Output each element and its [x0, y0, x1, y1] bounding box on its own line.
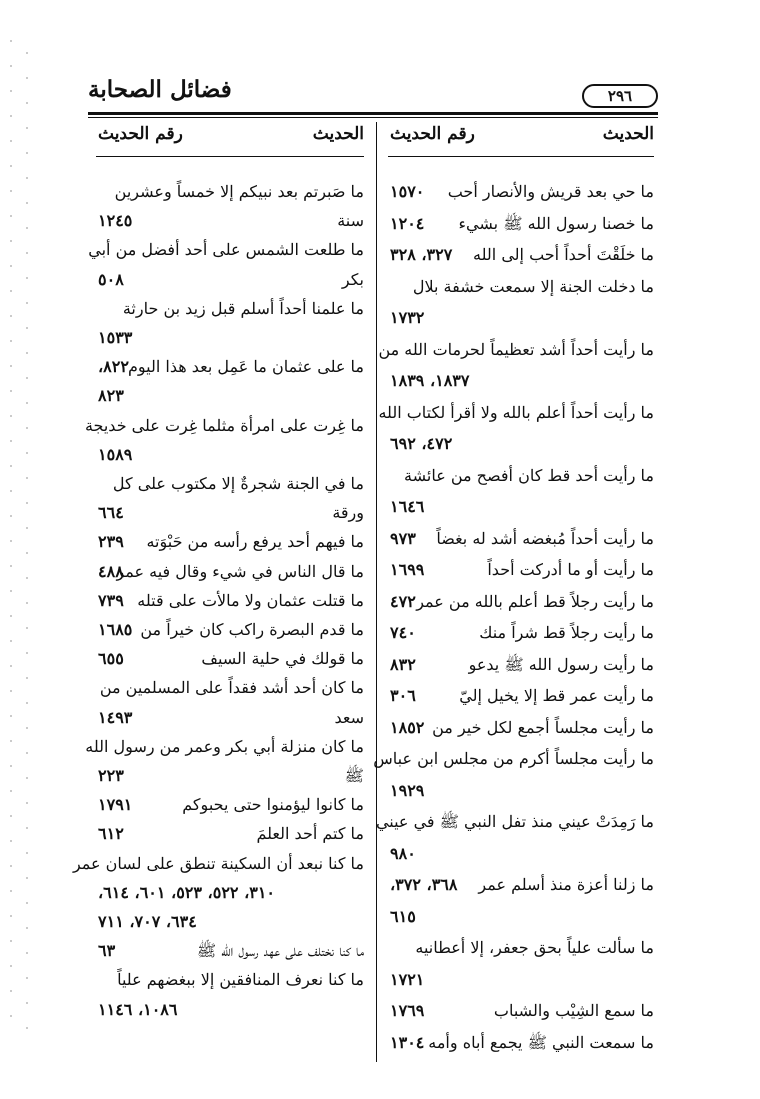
index-entry [96, 268, 364, 297]
index-entry [96, 443, 364, 472]
index-entry [388, 999, 654, 1031]
index-entry [388, 306, 654, 338]
hadith-number: ٣٢٧، ٣٢٨ [390, 245, 453, 264]
right-heading-rule [388, 156, 654, 157]
index-entry [388, 873, 654, 905]
hadith-text: ما قال الناس في شيء وقال فيه عمر [116, 561, 364, 581]
index-entry [388, 716, 654, 748]
hadith-text: ما كان منزلة أبي بكر وعمر من رسول الله [85, 736, 364, 756]
hadith-heading: الحديث [602, 124, 654, 144]
hadith-number: ١٤٩٣ [98, 707, 133, 727]
index-entry [96, 822, 364, 851]
index-entry [96, 647, 364, 676]
hadith-number: ١٦٨٥ [98, 620, 133, 639]
index-entry [388, 243, 654, 275]
hadith-number: ١٢٠٤ [390, 213, 425, 233]
hadith-text: ما رَمِدَتْ عيني منذ تفل النبي ﷺ في عيني [375, 812, 654, 831]
index-entry [96, 618, 364, 647]
index-entry [96, 968, 364, 997]
index-entry [388, 590, 654, 622]
hadith-text: ما سمعت النبي ﷺ يجمع أباه وأمه [428, 1032, 654, 1052]
hadith-number: ٦١٢ [98, 824, 124, 844]
hadith-number: ٦١٥ [390, 906, 416, 926]
hadith-number: ٩٨٠ [390, 843, 416, 863]
hadith-number: ٤٧٢، ٦٩٢ [390, 434, 453, 453]
index-entry [388, 842, 654, 874]
index-entry [96, 560, 364, 589]
index-entry [96, 384, 364, 413]
hadith-text: ما رأيت أحداً أعلم بالله ولا أقرأ لكتاب الله [378, 402, 654, 422]
index-entry [96, 998, 364, 1027]
index-entry [388, 212, 654, 244]
hadith-text: ما رأيت مجلساً أكرم من مجلس ابن عباس [373, 749, 654, 768]
hadith-number: ١٧٩١ [98, 795, 133, 815]
hadith-text: ورقة [332, 503, 364, 523]
hadith-text: ما رأيت عمر قط إلا يخيل إليّ [459, 686, 654, 705]
hadith-number: ١٠٨٦، ١١٤٦ [98, 999, 178, 1019]
index-entry [375, 810, 654, 842]
index-entry [84, 414, 364, 443]
hadith-text: ما رأيت أحداً أشد تعظيماً لحرمات الله من [378, 339, 654, 359]
index-entry [378, 338, 654, 370]
hadith-number: ٦٦٤ [98, 503, 124, 523]
hadith-number: ١٥٧٠ [390, 182, 425, 201]
index-entry [388, 180, 654, 212]
hadith-heading: الحديث [312, 124, 364, 144]
index-entry [388, 275, 654, 307]
hadith-number: ١٢٤٥ [98, 211, 133, 231]
hadith-text: ما كنا نعرف المنافقين إلا ببغضهم علياً [117, 970, 364, 990]
index-entry [96, 706, 364, 735]
hadith-text: ما سألت علياً بحق جعفر، إلا أعطانيه [415, 938, 654, 957]
hadith-number: ١٥٣٣ [98, 328, 133, 347]
index-entry [96, 793, 364, 822]
hadith-text: ما في الجنة شجرةٌ إلا مكتوب على كل [112, 474, 364, 493]
hadith-number: ١٣٠٤ [390, 1032, 425, 1052]
index-entry [96, 676, 364, 705]
book-title: فضائل الصحابة [88, 76, 232, 103]
index-entry [96, 297, 364, 326]
hadith-number: ٢٣٩ [98, 532, 124, 552]
hadith-text: ما طلعت الشمس على أحد أفضل من أبي [88, 240, 364, 260]
index-entry [388, 621, 654, 653]
index-entry [96, 910, 364, 939]
hadith-text: ما كنا نبعد أن السكينة تنطق على لسان عمر [72, 853, 364, 873]
hadith-number-heading: رقم الحديث [390, 124, 475, 144]
hadith-number: ٨٣٢ [390, 654, 416, 674]
hadith-text: ما علمنا أحداً أسلم قبل زيد بن حارثة [122, 298, 364, 318]
hadith-number: ١٩٢٩ [390, 780, 425, 800]
hadith-text: ما قدم البصرة راكب كان خيراً من [140, 620, 364, 639]
index-entry [388, 527, 654, 559]
hadith-number: ٣٠٦ [390, 686, 416, 705]
hadith-number: ٧٣٩ [98, 590, 124, 610]
hadith-number: ٤٧٢ [390, 591, 416, 611]
hadith-number: ١٧٦٩ [390, 1001, 425, 1020]
index-entry [96, 530, 364, 559]
hadith-text: ما دخلت الجنة إلا سمعت خشفة بلال [412, 276, 654, 296]
index-entry [388, 369, 654, 401]
index-entry [388, 432, 654, 464]
hadith-text: ما رأيت رسول الله ﷺ يدعو [468, 654, 654, 674]
hadith-text: ما كتم أحد العلمَ [256, 824, 364, 844]
hadith-number: ٧٤٠ [390, 623, 416, 642]
index-entry [388, 558, 654, 590]
hadith-text: ما زلنا أعزة منذ أسلم عمر [478, 875, 654, 894]
hadith-number: ١٥٨٩ [98, 444, 133, 464]
hadith-text: ما رأيت أحداً مُبغضه أشد له بغضاً [436, 528, 654, 548]
right-column-heading [388, 124, 654, 154]
hadith-text: ما رأيت مجلساً أجمع لكل خير من [432, 717, 654, 737]
hadith-text: ما قولك في حلية السيف [201, 649, 364, 669]
hadith-number: ٦٣ [98, 941, 116, 961]
hadith-number: ٣٦٨، ٣٧٢، [390, 875, 458, 894]
index-entry [96, 180, 364, 209]
index-entry [388, 779, 654, 811]
hadith-number: ٨٢٣ [98, 386, 124, 406]
hadith-number-heading: رقم الحديث [98, 124, 183, 144]
hadith-number: ١٦٩٩ [390, 560, 425, 579]
hadith-text: ما رأيت رجلاً قط أعلم بالله من عمر [416, 591, 654, 611]
page-header [88, 76, 658, 110]
hadith-text: ما سمع الشِيْب والشباب [493, 1001, 654, 1020]
index-entry [96, 472, 364, 501]
index-entry [388, 684, 654, 716]
hadith-text: ما غِرت على امرأة مثلما غِرت على خديجة [84, 415, 364, 435]
index-entry [388, 1031, 654, 1063]
hadith-number: ١٦٤٦ [390, 497, 425, 516]
index-entry [96, 501, 364, 530]
index-entry [373, 747, 654, 779]
hadith-text: ما رأيت أحد قط كان أفصح من عائشة [404, 465, 654, 485]
hadith-number: ٩٧٣ [390, 528, 416, 548]
index-entry [388, 464, 654, 496]
hadith-number: ١٨٥٢ [390, 717, 425, 737]
index-entry [96, 881, 364, 910]
hadith-number: ١٧٢١ [390, 969, 425, 989]
hadith-text: ما على عثمان ما عَمِل بعد هذا اليوم [127, 357, 364, 377]
hadith-text: ما خصنا رسول الله ﷺ بشيء [458, 213, 654, 233]
hadith-text: ما كانوا ليؤمنوا حتى يحبوكم [182, 795, 364, 815]
index-entry [388, 905, 654, 937]
index-entry [96, 589, 364, 618]
hadith-text: ما حي بعد قريش والأنصار أحب [447, 182, 654, 201]
hadith-text: سنة [337, 211, 364, 231]
hadith-text: ما فيهم أحد يرفع رأسه من حَبْوَته [146, 532, 364, 552]
hadith-text: ما رأيت أو ما أدركت أحداً [487, 560, 654, 579]
index-entry [72, 852, 364, 881]
left-heading-rule [96, 156, 364, 157]
hadith-number: ٤٨٨ [98, 561, 124, 581]
index-entry [85, 735, 364, 764]
left-column-heading [96, 124, 364, 154]
index-entry [388, 968, 654, 1000]
hadith-text: ﷺ [344, 766, 364, 785]
column-divider [376, 122, 377, 1062]
index-entry [96, 939, 364, 968]
hadith-number: ١٨٣٧، ١٨٣٩ [390, 371, 470, 390]
hadith-text: سعد [334, 707, 364, 727]
header-rule-thin [88, 117, 658, 118]
hadith-text: ما صَبرتم بعد نبيكم إلا خمساً وعشرين [114, 182, 364, 201]
scan-margin-dots [10, 40, 40, 1040]
hadith-number: ٦٥٥ [98, 649, 124, 669]
index-entry [88, 238, 364, 267]
index-entry [388, 495, 654, 527]
hadith-text: ما قتلت عثمان ولا مالأت على قتله [137, 590, 364, 610]
hadith-number: ١٧٣٢ [390, 308, 425, 327]
index-entry [388, 653, 654, 685]
hadith-text: ما رأيت رجلاً قط شراً منك [479, 623, 654, 642]
index-entry [388, 936, 654, 968]
index-entry [96, 326, 364, 355]
hadith-number: ٨٢٢، [98, 357, 129, 377]
hadith-number: ٢٢٣ [98, 766, 124, 785]
page-number-badge: ٢٩٦ [582, 84, 658, 108]
header-rule [88, 112, 658, 115]
hadith-number: ٦٣٤، ٧٠٧، ٧١١ [98, 912, 197, 931]
index-entry [378, 401, 654, 433]
hadith-number: ٣١٠، ٥٢٢، ٥٢٣، ٦٠١، ٦١٤، [98, 882, 276, 902]
hadith-number: ٥٠٨ [98, 269, 124, 289]
hadith-text: ما خلَقْتَ أحداً أحب إلى الله [473, 245, 654, 264]
index-entry [96, 764, 364, 793]
hadith-text: ما كان أحد أشد فقداً على المسلمين من [99, 678, 364, 698]
index-entry [96, 209, 364, 238]
index-entry [96, 355, 364, 384]
hadith-text: بكر [341, 269, 364, 289]
hadith-text: ما كنا نختلف على عهد رسول الله ﷺ [196, 941, 364, 961]
